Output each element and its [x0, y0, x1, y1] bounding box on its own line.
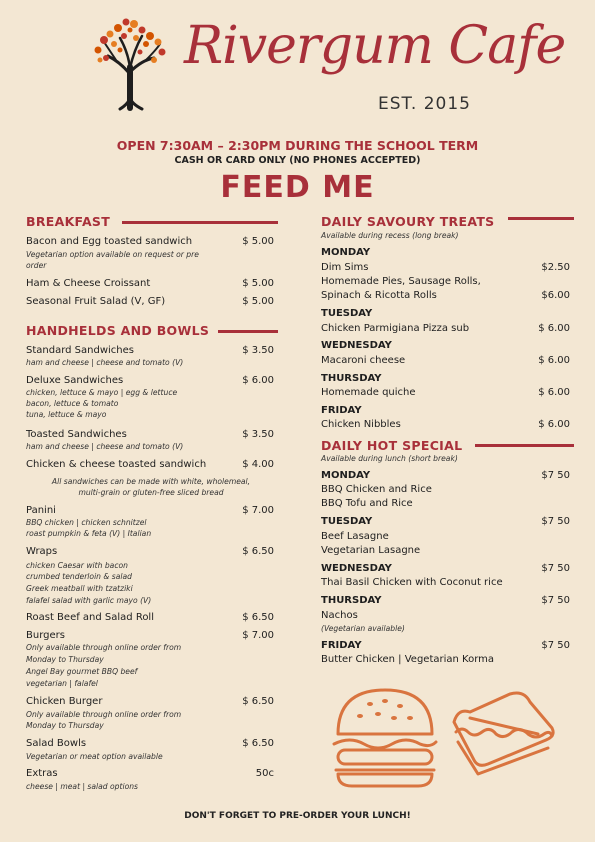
menu-item-price: $7 50	[541, 563, 570, 574]
bread-note: All sandwiches can be made with white, wholemeal,	[51, 477, 251, 486]
menu-item-note: tuna, lettuce & mayo	[26, 410, 107, 419]
menu-item-name: Chicken Nibbles	[321, 419, 401, 430]
menu-item-name: Burgers	[26, 630, 65, 641]
tree-logo-icon	[90, 12, 170, 112]
menu-item-name: Extras	[26, 768, 58, 779]
menu-item-note: Only available through online order from	[26, 710, 182, 719]
brand-name: Rivergum Cafe	[184, 16, 566, 76]
section-divider	[508, 217, 574, 220]
menu-item-price: $6.00	[541, 290, 570, 301]
menu-item-name: Roast Beef and Salad Roll	[26, 612, 154, 623]
opening-hours: OPEN 7:30AM – 2:30PM DURING THE SCHOOL TERM	[116, 138, 479, 153]
menu-item-note: Vegetarian or meat option available	[26, 752, 163, 761]
menu-item-price: $ 6.00	[538, 387, 570, 398]
savoury-title: DAILY SAVOURY TREATS	[321, 214, 495, 229]
menu-item-price: $ 7.00	[242, 630, 274, 641]
menu-item-name: Standard Sandwiches	[26, 345, 134, 356]
menu-item-note: crumbed tenderloin & salad	[26, 572, 132, 581]
menu-item-price: $ 6.50	[242, 546, 274, 557]
menu-item-price: $ 6.00	[538, 355, 570, 366]
menu-item-note: ham and cheese | cheese and tomato (V)	[26, 442, 184, 451]
menu-item-name: Vegetarian Lasagne	[321, 545, 421, 556]
menu-item-note: roast pumpkin & feta (V) | Italian	[26, 529, 152, 538]
footer-note: DON'T FORGET TO PRE-ORDER YOUR LUNCH!	[184, 811, 411, 821]
menu-item-name: Panini	[26, 505, 56, 516]
hot-special-subtitle: Available during lunch (short break)	[321, 454, 458, 463]
payment-info: CASH OR CARD ONLY (NO PHONES ACCEPTED)	[174, 155, 421, 166]
menu-item-price: $7 50	[541, 516, 570, 527]
menu-item-name: Chicken Burger	[26, 696, 103, 707]
menu-item-price: $ 3.50	[242, 429, 274, 440]
menu-item-name: Ham & Cheese Croissant	[26, 278, 151, 289]
menu-item-note: BBQ chicken | chicken schnitzel	[26, 518, 147, 527]
menu-item-price: $ 5.00	[242, 296, 274, 307]
day-label: TUESDAY	[321, 516, 373, 527]
menu-item-name: Butter Chicken | Vegetarian Korma	[321, 654, 495, 665]
day-label: WEDNESDAY	[321, 563, 392, 574]
menu-item-name: Salad Bowls	[26, 738, 87, 749]
menu-item-name: Chicken & cheese toasted sandwich	[26, 459, 207, 470]
menu-item-name: Dim Sims	[321, 262, 369, 273]
menu-item-name: Deluxe Sandwiches	[26, 375, 124, 386]
day-label: THURSDAY	[321, 595, 382, 606]
menu-item-name: Chicken Parmigiana Pizza sub	[321, 323, 470, 334]
menu-item-price: $ 5.00	[242, 278, 274, 289]
section-divider	[218, 330, 278, 333]
menu-item-name: Beef Lasagne	[321, 531, 389, 542]
hot-special-title: DAILY HOT SPECIAL	[321, 438, 463, 453]
sandwich-icon	[448, 688, 558, 780]
menu-item-name: BBQ Tofu and Rice	[321, 498, 413, 509]
bread-note: multi-grain or gluten-free sliced bread	[78, 488, 224, 497]
burger-icon	[330, 684, 440, 790]
established-year: EST. 2015	[378, 94, 471, 114]
menu-item-name: Spinach & Ricotta Rolls	[321, 290, 437, 301]
day-label: MONDAY	[321, 247, 371, 258]
menu-item-price: 50c	[255, 768, 274, 779]
menu-item-name: Homemade quiche	[321, 387, 416, 398]
day-label: TUESDAY	[321, 308, 373, 319]
section-divider	[122, 221, 278, 224]
day-label: FRIDAY	[321, 405, 362, 416]
menu-item-name: Macaroni cheese	[321, 355, 406, 366]
section-divider	[475, 444, 574, 447]
menu-item-note: order	[26, 261, 47, 270]
menu-item-note: chicken Caesar with bacon	[26, 561, 128, 570]
menu-item-price: $7 50	[541, 595, 570, 606]
menu-item-note: Only available through online order from	[26, 643, 182, 652]
menu-item-name: Nachos	[321, 610, 358, 621]
menu-item-name: Toasted Sandwiches	[26, 429, 127, 440]
menu-item-price: $7 50	[541, 470, 570, 481]
menu-item-price: $ 7.00	[242, 505, 274, 516]
menu-item-name: Homemade Pies, Sausage Rolls,	[321, 276, 481, 287]
menu-item-name: Wraps	[26, 546, 58, 557]
menu-item-note: Vegetarian option available on request or pre	[26, 250, 199, 259]
menu-item-price: $2.50	[541, 262, 570, 273]
breakfast-title: BREAKFAST	[26, 214, 111, 229]
menu-item-note: Angel Bay gourmet BBQ beef	[26, 667, 138, 676]
menu-item-price: $ 4.00	[242, 459, 274, 470]
menu-item-note: (Vegetarian available)	[321, 624, 405, 633]
menu-item-name: Seasonal Fruit Salad (V, GF)	[26, 296, 166, 307]
menu-item-note: chicken, lettuce & mayo | egg & lettuce	[26, 388, 178, 397]
menu-item-note: Monday to Thursday	[26, 655, 104, 664]
menu-item-name: Bacon and Egg toasted sandwich	[26, 236, 193, 247]
menu-item-price: $ 6.00	[538, 419, 570, 430]
menu-item-note: falafel salad with garlic mayo (V)	[26, 596, 152, 605]
menu-headline: FEED ME	[220, 170, 375, 205]
menu-item-price: $ 6.50	[242, 696, 274, 707]
menu-item-price: $ 3.50	[242, 345, 274, 356]
day-label: MONDAY	[321, 470, 371, 481]
menu-item-price: $ 6.00	[538, 323, 570, 334]
menu-item-note: bacon, lettuce & tomato	[26, 399, 119, 408]
menu-item-note: vegetarian | falafel	[26, 679, 98, 688]
menu-item-price: $ 6.00	[242, 375, 274, 386]
savoury-subtitle: Available during recess (long break)	[321, 231, 459, 240]
menu-item-price: $ 6.50	[242, 738, 274, 749]
menu-item-name: BBQ Chicken and Rice	[321, 484, 432, 495]
handhelds-title: HANDHELDS AND BOWLS	[26, 323, 210, 338]
menu-item-note: cheese | meat | salad options	[26, 782, 139, 791]
day-label: FRIDAY	[321, 640, 362, 651]
menu-item-note: Greek meatball with tzatziki	[26, 584, 133, 593]
day-label: THURSDAY	[321, 373, 382, 384]
day-label: WEDNESDAY	[321, 340, 392, 351]
menu-item-note: Monday to Thursday	[26, 721, 104, 730]
menu-item-name: Thai Basil Chicken with Coconut rice	[321, 577, 503, 588]
menu-item-price: $7 50	[541, 640, 570, 651]
menu-item-note: ham and cheese | cheese and tomato (V)	[26, 358, 184, 367]
menu-item-price: $ 5.00	[242, 236, 274, 247]
menu-item-price: $ 6.50	[242, 612, 274, 623]
